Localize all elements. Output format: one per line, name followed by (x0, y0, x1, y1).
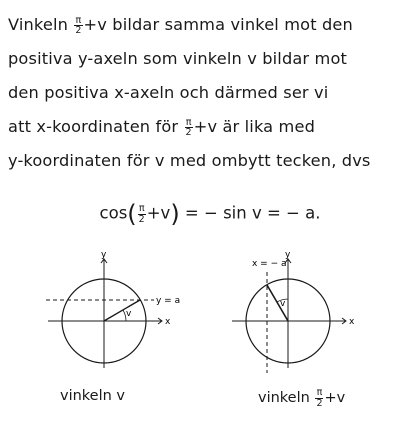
text-segment: +v bildar samma vinkel mot den (83, 15, 353, 34)
pi-over-2-fraction (315, 388, 323, 408)
y-axis-label: y (101, 250, 107, 260)
x-axis-label: x (165, 317, 171, 327)
text-line-2: positiva y-axeln som vinkeln v bildar mot (8, 49, 348, 68)
text-segment: +v är lika med (193, 117, 315, 136)
unit-circle-diagram-v (40, 248, 200, 368)
radius-segment (104, 300, 140, 321)
explanation-paragraph (8, 8, 412, 178)
x-axis-label: x (349, 317, 355, 327)
formula-cos: cos (99, 203, 128, 223)
angle-v-label: v (280, 299, 286, 309)
fraction-numerator: π (316, 387, 323, 398)
pi-over-2-fraction (185, 118, 193, 138)
caption-vinkeln-v: vinkeln v (60, 388, 126, 404)
pi-over-2-fraction (138, 204, 146, 224)
text-line-4 (8, 110, 412, 144)
caption-vinkeln-pi-over-2-plus-v (258, 388, 345, 408)
open-paren: ( (127, 200, 137, 228)
caption-text: +v (324, 390, 346, 406)
text-line-1 (8, 8, 412, 42)
text-segment: att x-koordinaten för (8, 117, 184, 136)
y-axis-label: y (285, 250, 291, 260)
unit-circle-figure-pi-over-2-plus-v (230, 248, 390, 368)
fraction-numerator: π (185, 116, 192, 128)
text-line-5: y-koordinaten för v med ombytt tecken, dvs (8, 151, 371, 170)
fraction-numerator: π (75, 14, 82, 26)
angle-v-label: v (126, 309, 132, 319)
line-x-equals-minus-a-label: x = − a (252, 259, 287, 269)
pi-over-2-fraction (74, 16, 82, 36)
text-line-3: den positiva x-axeln och därmed ser vi (8, 83, 329, 102)
fraction-denominator: 2 (316, 397, 323, 409)
caption-text: vinkeln (258, 390, 315, 406)
fraction-denominator: 2 (185, 127, 192, 138)
unit-circle-figure-v (40, 248, 200, 368)
line-y-equals-a-label: y = a (156, 296, 181, 306)
fraction-denominator: 2 (138, 213, 145, 225)
formula-inner: +v (146, 203, 171, 223)
fraction-numerator: π (138, 203, 145, 214)
close-paren: ) (170, 200, 180, 228)
unit-circle-diagram-pi-over-2-plus-v (230, 248, 390, 368)
cosine-formula (0, 200, 420, 228)
fraction-denominator: 2 (75, 25, 82, 36)
formula-rhs: = − sin v = − a. (179, 203, 321, 223)
text-segment: Vinkeln (8, 15, 74, 34)
